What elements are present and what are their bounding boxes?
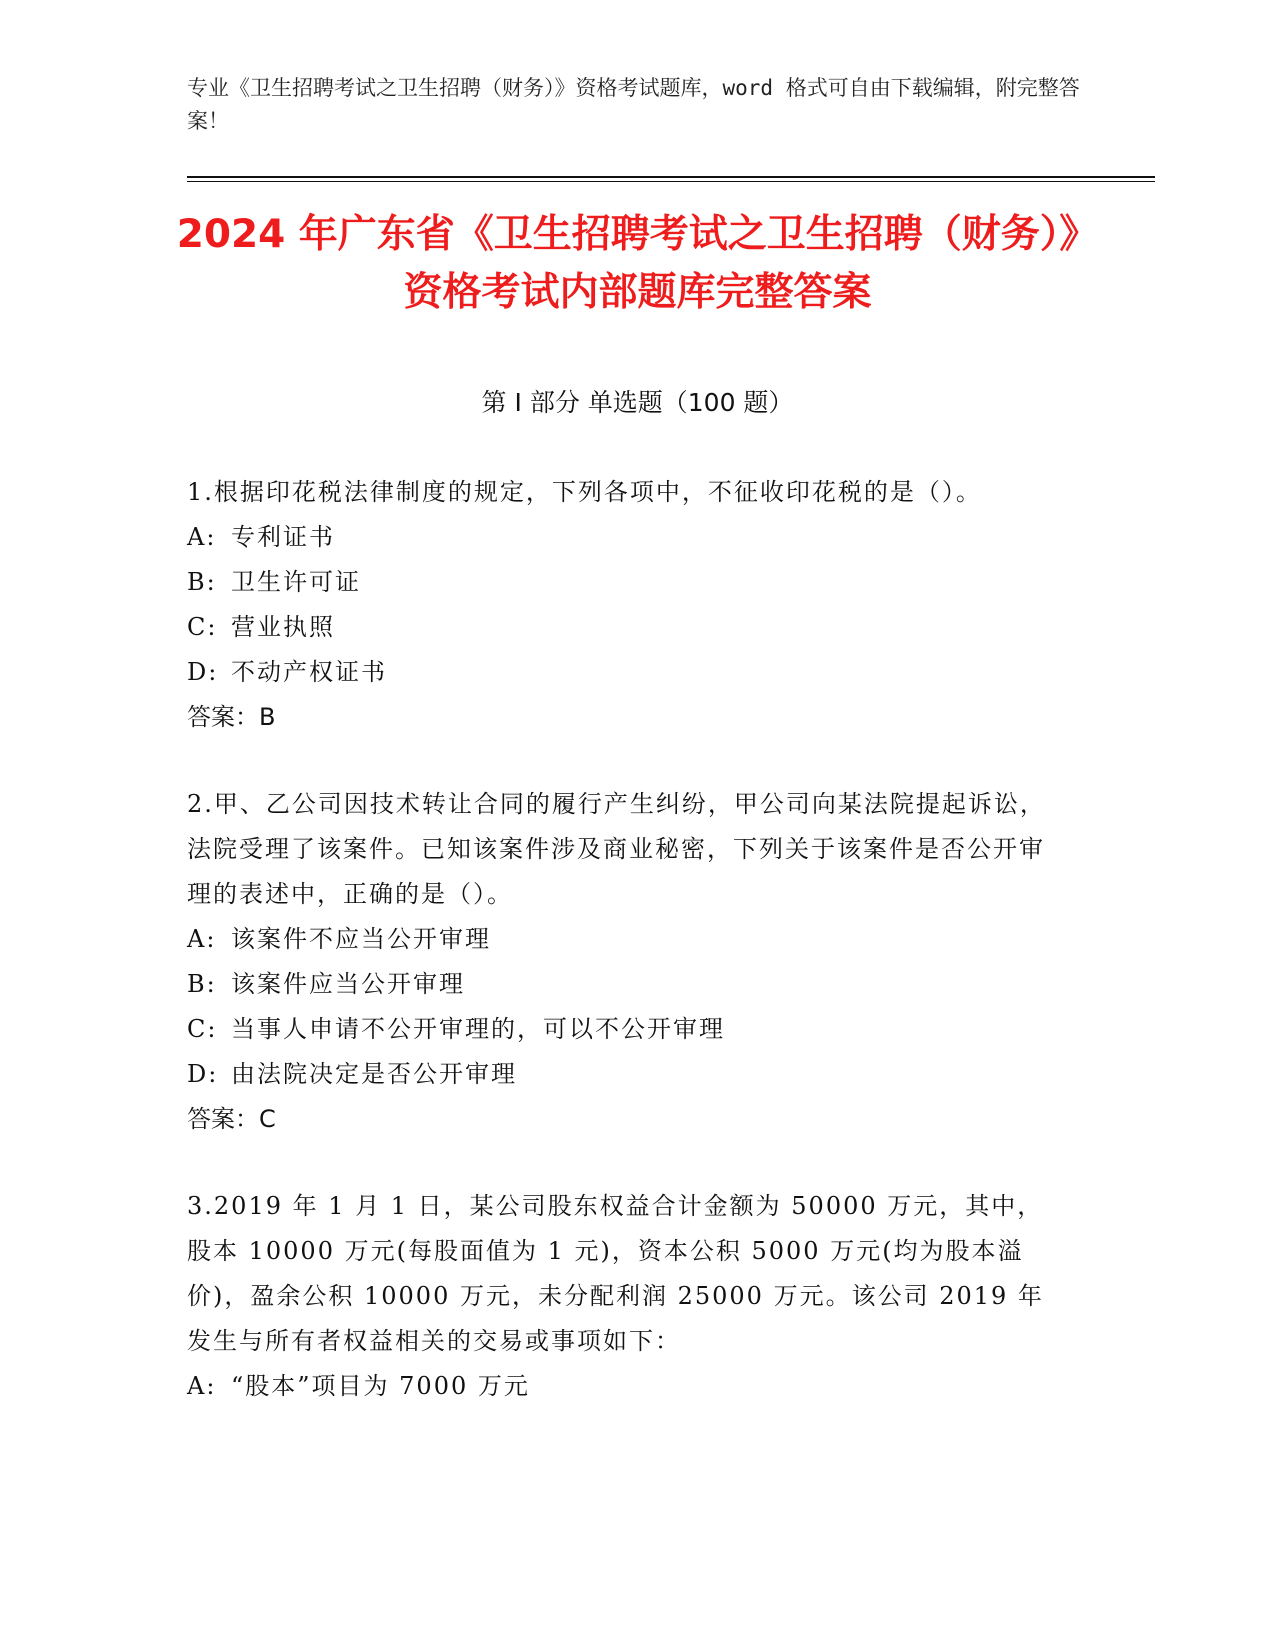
question-1	[187, 470, 1057, 740]
option-text: 营业执照	[231, 613, 335, 641]
question-spacer	[187, 1142, 1057, 1184]
question-spacer	[187, 740, 1057, 782]
option-text: 该案件应当公开审理	[231, 970, 465, 998]
question-2	[187, 782, 1057, 1142]
option-key: C:	[187, 613, 218, 641]
question-text: 2.甲、乙公司因技术转让合同的履行产生纠纷，甲公司向某法院提起诉讼，法院受理了该案件。已知该案件涉及商业秘密，下列关于该案件是否公开审理的表述中，正确的是（）。	[187, 790, 1046, 908]
document-title: 2024 年广东省《卫生招聘考试之卫生招聘（财务）》资格考试内部题库完整答案	[176, 212, 1099, 315]
question-list	[187, 470, 1057, 1409]
option-c	[187, 605, 1057, 650]
option-key: B:	[187, 568, 217, 596]
question-3	[187, 1184, 1057, 1409]
option-key: D:	[187, 1060, 219, 1088]
option-text: “股本”项目为 7000 万元	[231, 1372, 530, 1400]
option-key: D:	[187, 658, 219, 686]
option-text: 专利证书	[231, 523, 335, 551]
section-title: 第 I 部分 单选题（100 题）	[481, 388, 794, 417]
option-text: 卫生许可证	[231, 568, 361, 596]
option-d	[187, 650, 1057, 695]
option-a	[187, 917, 1057, 962]
header-note: 专业《卫生招聘考试之卫生招聘（财务）》资格考试题库，word 格式可自由下载编辑，附完整答案！	[187, 76, 1080, 133]
option-key: C:	[187, 1015, 218, 1043]
answer-line: 答案：C	[187, 1105, 276, 1133]
option-key: A:	[187, 1372, 217, 1400]
option-b	[187, 962, 1057, 1007]
header-divider-thin	[187, 181, 1155, 182]
option-a	[187, 515, 1057, 560]
option-a	[187, 1364, 1057, 1409]
question-text: 3.2019 年 1 月 1 日，某公司股东权益合计金额为 50000 万元，其中，股本 10000 万元(每股面值为 1 元)，资本公积 5000 万元(均为股本溢价)，盈余公积 10000 万元，未分配利润 25000 万元。该公司 2019 年发生与所有者权益相关的交易或事项如下：	[187, 1192, 1044, 1355]
option-key: B:	[187, 970, 217, 998]
option-d	[187, 1052, 1057, 1097]
option-text: 由法院决定是否公开审理	[231, 1060, 517, 1088]
option-text: 该案件不应当公开审理	[231, 925, 491, 953]
option-b	[187, 560, 1057, 605]
option-key: A:	[187, 523, 217, 551]
option-text: 不动产权证书	[231, 658, 387, 686]
answer-line: 答案：B	[187, 703, 276, 731]
option-key: A:	[187, 925, 217, 953]
question-text: 1.根据印花税法律制度的规定，下列各项中，不征收印花税的是（）。	[187, 478, 982, 506]
header-divider-thick	[187, 176, 1155, 178]
option-c	[187, 1007, 1057, 1052]
option-text: 当事人申请不公开审理的，可以不公开审理	[231, 1015, 725, 1043]
